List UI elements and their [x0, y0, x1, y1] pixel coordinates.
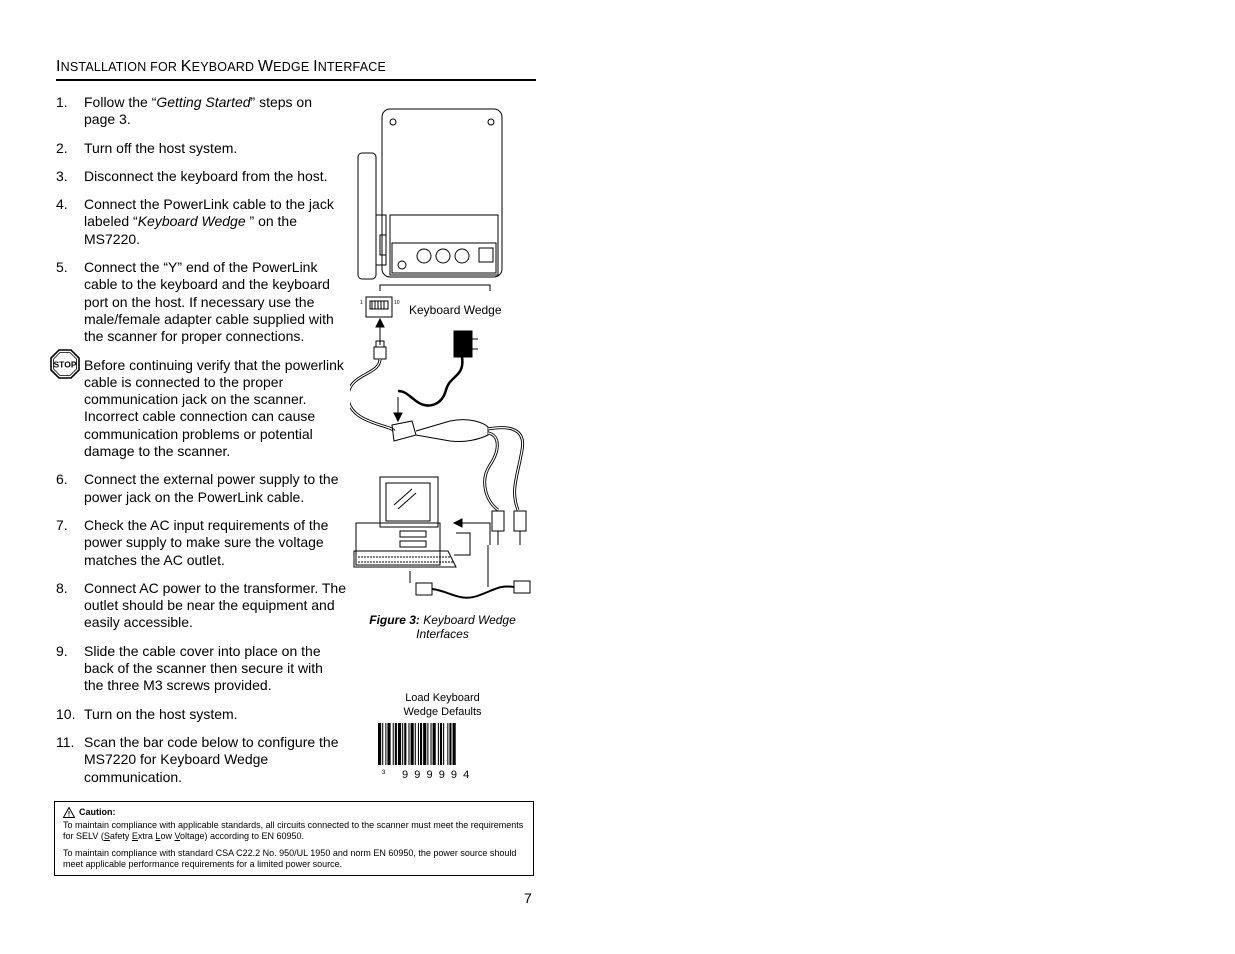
barcode-digits: 9 9 9 9 9 4: [402, 769, 470, 781]
barcode-bar: [393, 723, 394, 765]
ps2-connector: [514, 511, 526, 531]
scanner-stand: [358, 153, 376, 279]
section-title: INSTALLATION FOR KEYBOARD WEDGE INTERFACE: [56, 58, 387, 75]
step-item: 10. Turn on the host system.: [56, 705, 238, 722]
barcode-bar: [395, 723, 397, 765]
barcode-bar: [385, 723, 386, 765]
barcode-bar: [420, 723, 422, 765]
step-item: 5. Connect the “Y” end of the PowerLink cable to the keyboard and the keyboard port on the host. If necessary use the male/female adapter cable supplied with the scanner for proper connections.: [56, 259, 334, 345]
barcode-bar: [408, 723, 409, 765]
caution-text: To maintain compliance with standard CSA C22.2 No. 950/UL 1950 and norm EN 60950, the power source should meet applicable performance requirements for a limited power source.: [63, 847, 517, 869]
barcode-bar: [440, 723, 442, 765]
barcode-bar: [402, 723, 403, 765]
barcode-bar: [449, 723, 451, 765]
y-connector: [392, 421, 416, 441]
monitor: [380, 477, 438, 527]
step-item: 4. Connect the PowerLink cable to the jack labeled “Keyboard Wedge ” on the MS7220.: [56, 196, 334, 247]
caution-box: [54, 801, 534, 876]
step-item: 7. Check the AC input requirements of the power supply to make sure the voltage matches the AC outlet.: [56, 516, 329, 568]
barcode-bar: [418, 723, 419, 765]
computer-case: [356, 523, 440, 565]
barcode-image: [376, 721, 511, 783]
adapter-connector: [416, 583, 432, 595]
step-item: 6. Connect the external power supply to the power jack on the PowerLink cable.: [56, 471, 339, 505]
rj-plug: [374, 347, 386, 359]
step-item: 2. Turn off the host system.: [56, 139, 238, 156]
figure-caption: Figure 3: Keyboard Wedge Interfaces: [369, 613, 516, 641]
barcode-bar: [415, 723, 416, 765]
ps2-connector: [492, 511, 504, 531]
barcode-bar: [443, 723, 444, 765]
step-item: 9. Slide the cable cover into place on the back of the scanner then secure it with the three M3 screws provided.: [56, 642, 323, 694]
stop-warning: STOP Before continuing verify that the powerlink cable is connected to the proper communication jack on the scanner. Incorrect cable connection can cause communication problems or potential damage to the scanner.: [56, 357, 346, 461]
barcode-bar: [433, 723, 436, 765]
barcode-bar: [453, 723, 456, 765]
scanner-body: [382, 109, 502, 277]
power-supply: [454, 331, 472, 357]
pin-label: 10: [394, 300, 400, 306]
step-item: 3. Disconnect the keyboard from the host.: [56, 167, 328, 184]
barcode-bar: [387, 723, 390, 765]
stop-sign-icon: [50, 349, 80, 379]
barcode-bar: [382, 723, 383, 765]
step-item: 8. Connect AC power to the transformer. The outlet should be near the equipment and easily accessible.: [56, 579, 346, 631]
installation-steps: [53, 94, 346, 797]
jack-label: Keyboard Wedge: [409, 303, 502, 317]
barcode-bar: [423, 723, 426, 765]
page-number: 7: [524, 890, 532, 906]
warning-triangle-icon: [63, 807, 75, 818]
barcode-prefix: 3: [382, 770, 386, 776]
barcode-bar: [438, 723, 439, 765]
barcode-bar: [398, 723, 401, 765]
keyboard-wedge-diagram: [350, 105, 540, 610]
barcode-bar: [431, 723, 432, 765]
step-item: 11. Scan the bar code below to configure the MS7220 for Keyboard Wedge communication.: [56, 733, 339, 785]
title-rule: [56, 79, 536, 81]
adapter-connector: [514, 581, 530, 593]
barcode-bar: [404, 723, 406, 765]
step-item: 1. Follow the “Getting Started” steps on page 3.: [56, 94, 313, 128]
caution-heading: Caution:: [63, 807, 525, 819]
svg-text:STOP: STOP: [53, 359, 77, 370]
barcode-bar: [447, 723, 448, 765]
barcode-bar: [427, 723, 428, 765]
barcode-bar: [411, 723, 414, 765]
caution-text: To maintain compliance with applicable standards, all circuits connected to the scanner must meet the requirements for SELV (Safety Extra Low Voltage) according to EN 60950.: [63, 819, 524, 841]
screw-icon: [488, 119, 494, 125]
barcode-label: Load Keyboard Wedge Defaults: [403, 692, 482, 718]
screw-icon: [390, 119, 396, 125]
barcode-bar: [378, 723, 381, 765]
pin-label: 1: [360, 300, 363, 306]
